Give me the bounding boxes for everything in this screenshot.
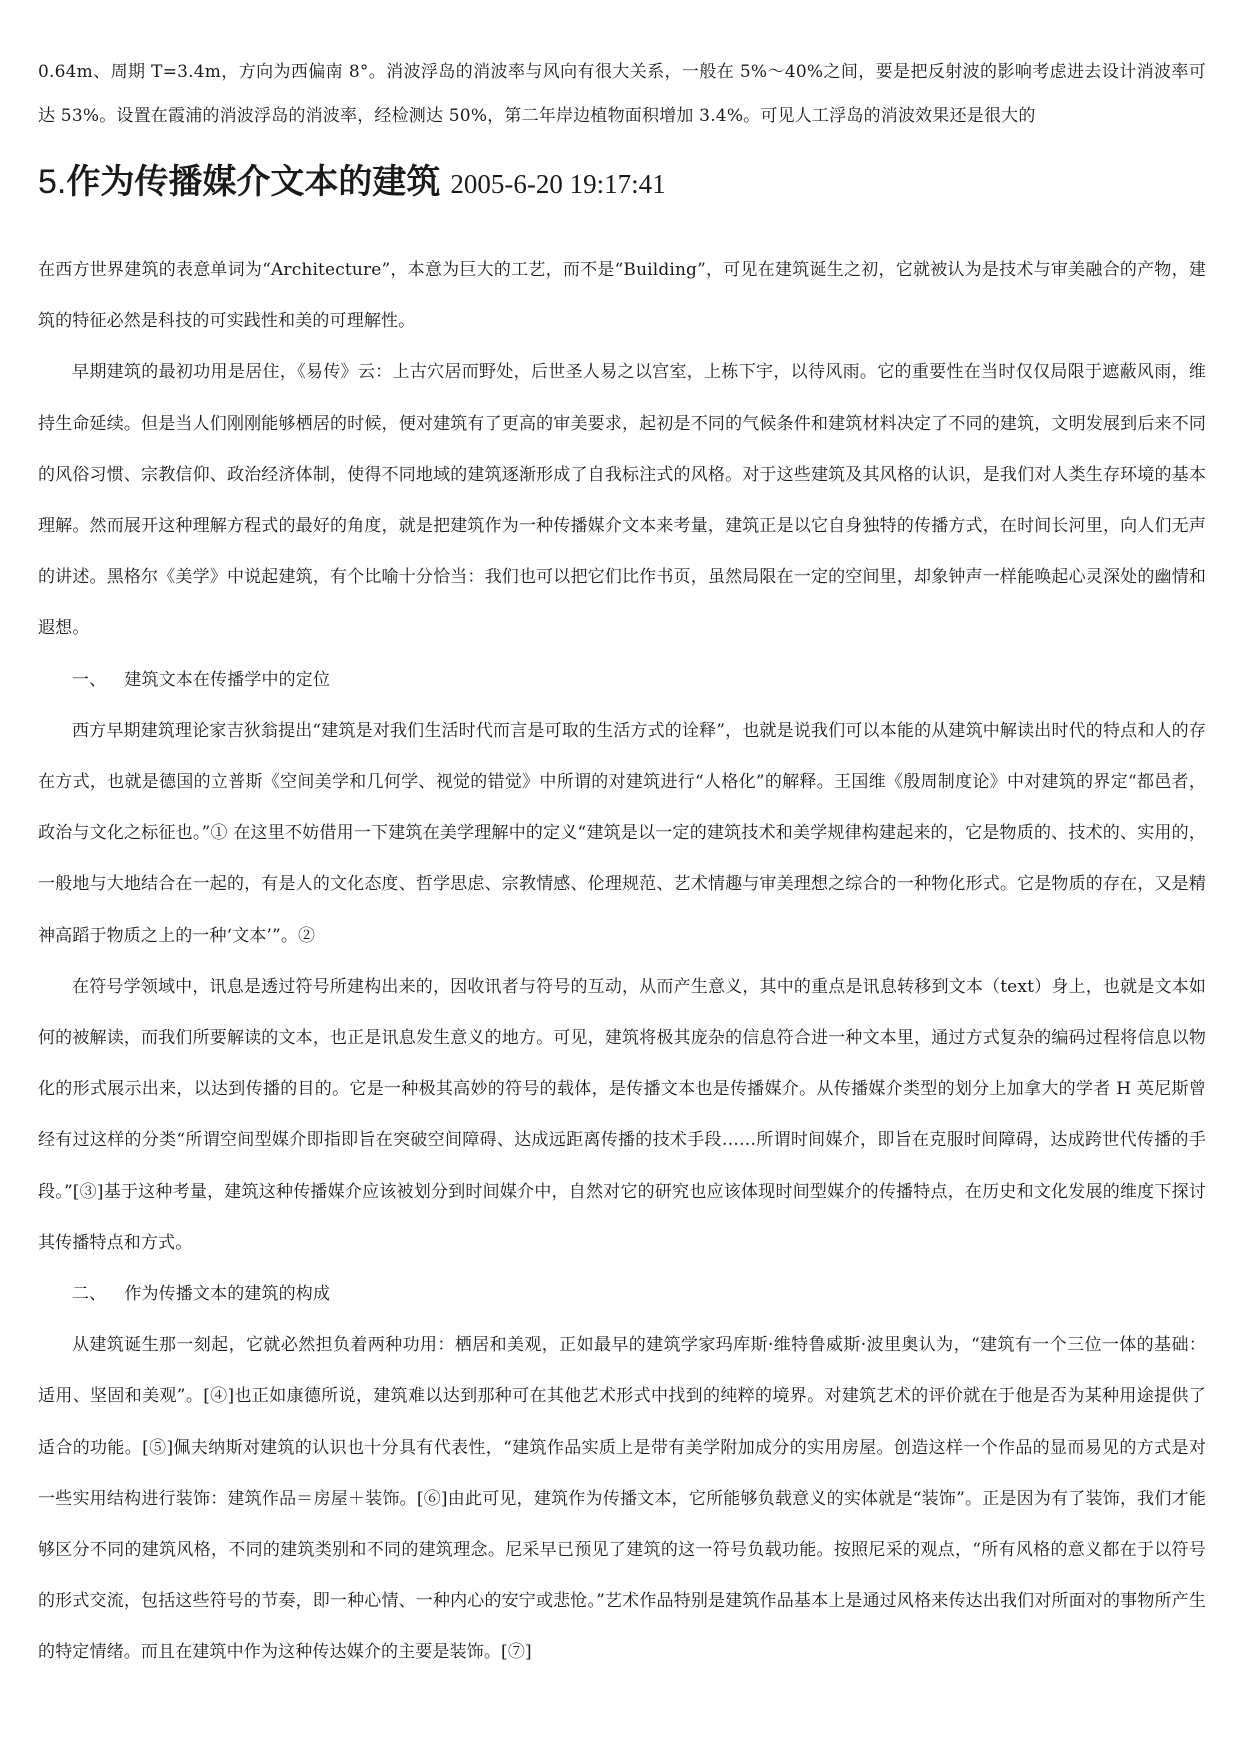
- heading-timestamp: 2005-6-20 19:17:41: [450, 169, 666, 199]
- subsection-heading-1: [38, 655, 1206, 706]
- paragraph-intro: 在西方世界建筑的表意单词为“Architecture”，本意为巨大的工艺，而不是“Building”，可见在建筑诞生之初，它就被认为是技术与审美融合的产物，建筑的特征必然是科技的可实践性和美的可理解性。: [38, 260, 1206, 332]
- section-heading: [38, 156, 666, 210]
- heading-title: 作为传播媒介文本的建筑: [66, 162, 441, 202]
- paragraph-positioning: 西方早期建筑理论家吉狄翁提出“建筑是对我们生活时代而言是可取的生活方式的诠释”，也就是说我们可以本能的从建筑中解读出时代的特点和人的存在方式，也就是德国的立普斯《空间美学和几何学、视觉的错觉》中所谓的对建筑进行“人格化”的解释。王国维《殷周制度论》中对建筑的界定“都邑者，政治与文化之标征也。”① 在这里不妨借用一下建筑在美学理解中的定义“建筑是以一定的建筑技术和美学规律构建起来的，它是物质的、技术的、实用的，一般地与大地结合在一起的，有是人的文化态度、哲学思虑、宗教情感、伦理规范、艺术情趣与审美理想之综合的一种物化形式。它是物质的存在，又是精神高蹈于物质之上的一种‘文本’”。②: [38, 720, 1206, 946]
- subsection-number: 二、: [72, 1284, 107, 1305]
- paragraph-early-architecture: 早期建筑的最初功用是居住，《易传》云：上古穴居而野处，后世圣人易之以宫室，上栋下宇，以待风雨。它的重要性在当时仅仅局限于遮蔽风雨，维持生命延续。但是当人们刚刚能够栖居的时候，便对建筑有了更高的审美要求，起初是不同的气候条件和建筑材料决定了不同的建筑，文明发展到后来不同的风俗习惯、宗教信仰、政治经济体制，使得不同地域的建筑逐渐形成了自我标注式的风格。对于这些建筑及其风格的认识，是我们对人类生存环境的基本理解。然而展开这种理解方程式的最好的角度，就是把建筑作为一种传播媒介文本来考量，建筑正是以它自身独特的传播方式，在时间长河里，向人们无声的讲述。黑格尔《美学》中说起建筑，有个比喻十分恰当：我们也可以把它们比作书页，虽然局限在一定的空间里，却象钟声一样能唤起心灵深处的幽情和遐想。: [38, 362, 1206, 639]
- article-body: [38, 245, 1206, 1679]
- subsection-number: 一、: [72, 669, 107, 690]
- subsection-heading-2: [38, 1269, 1206, 1320]
- heading-number: 5.: [38, 163, 67, 201]
- subsection-title: 建筑文本在传播学中的定位: [124, 669, 331, 690]
- paragraph-composition: 从建筑诞生那一刻起，它就必然担负着两种功用：栖居和美观，正如最早的建筑学家玛库斯·维特鲁威斯·波里奥认为，“建筑有一个三位一体的基础：适用、坚固和美观”。[④]也正如康德所说，建筑难以达到那种可在其他艺术形式中找到的纯粹的境界。对建筑艺术的评价就在于他是否为某种用途提供了适合的功能。[⑤]佩夫纳斯对建筑的认识也十分具有代表性，“建筑作品实质上是带有美学附加成分的实用房屋。创造这样一个作品的显而易见的方式是对一些实用结构进行装饰：建筑作品＝房屋＋装饰。[⑥]由此可见，建筑作为传播文本，它所能够负载意义的实体就是“装饰”。正是因为有了装饰，我们才能够区分不同的建筑风格，不同的建筑类别和不同的建筑理念。尼采早已预见了建筑的这一符号负载功能。按照尼采的观点，“所有风格的意义都在于以符号的形式交流，包括这些符号的节奏，即一种心情、一种内心的安宁或悲怆。”艺术作品特别是建筑作品基本上是通过风格来传达出我们对所面对的事物所产生的特定情绪。而且在建筑中作为这种传达媒介的主要是装饰。[⑦]: [38, 1335, 1206, 1663]
- paragraph-semiotics: 在符号学领域中，讯息是透过符号所建构出来的，因收讯者与符号的互动，从而产生意义，其中的重点是讯息转移到文本（text）身上，也就是文本如何的被解读，而我们所要解读的文本，也正是讯息发生意义的地方。可见，建筑将极其庞杂的信息符合进一种文本里，通过方式复杂的编码过程将信息以物化的形式展示出来，以达到传播的目的。它是一种极其高妙的符号的载体，是传播文本也是传播媒介。从传播媒介类型的划分上加拿大的学者 H 英尼斯曾经有过这样的分类“所谓空间型媒介即指即旨在突破空间障碍、达成远距离传播的技术手段……所谓时间媒介，即旨在克服时间障碍，达成跨世代传播的手段。”[③]基于这种考量，建筑这种传播媒介应该被划分到时间媒介中，自然对它的研究也应该体现时间型媒介的传播特点，在历史和文化发展的维度下探讨其传播特点和方式。: [38, 976, 1206, 1253]
- continuation-paragraph: 0.64m、周期 T=3.4m，方向为西偏南 8°。消波浮岛的消波率与风向有很大关系，一般在 5%～40%之间，要是把反射波的影响考虑进去设计消波率可达 53%。设置在霞浦的消波浮岛的消波率，经检测达 50%，第二年岸边植物面积增加 3.4%。可见人工浮岛的消波效果还是很大的: [38, 62, 1206, 126]
- subsection-title: 作为传播文本的建筑的构成: [124, 1284, 331, 1305]
